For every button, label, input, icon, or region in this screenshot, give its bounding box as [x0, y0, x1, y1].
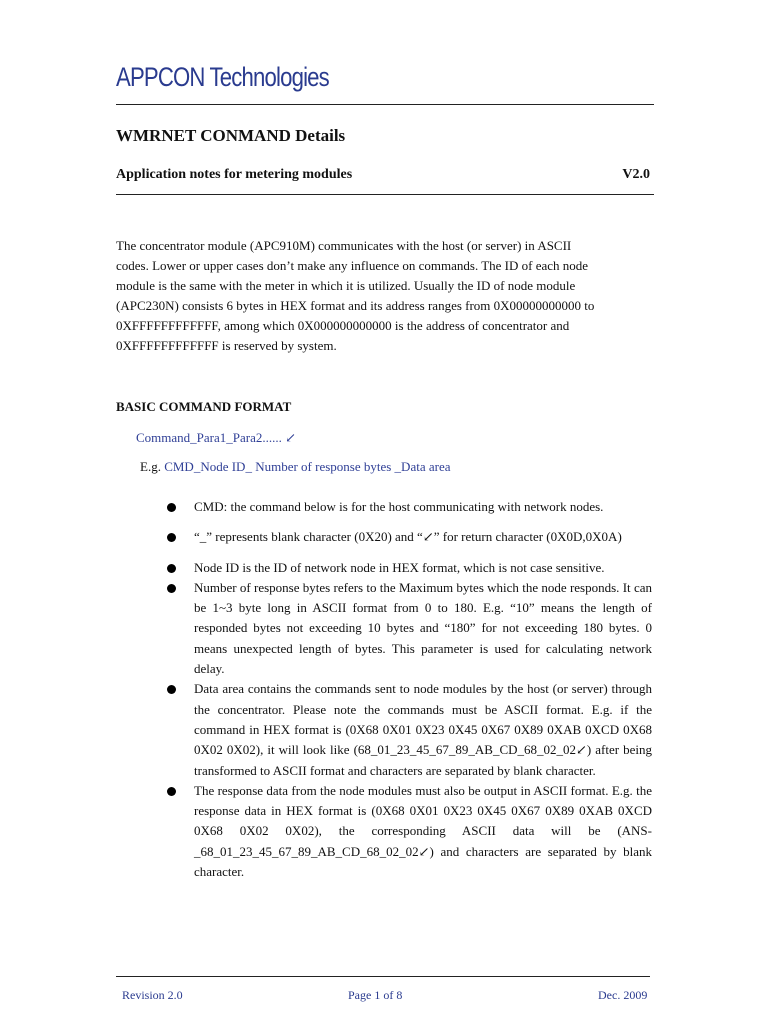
example-text: CMD_Node ID_ Number of response bytes _Data area	[164, 459, 451, 474]
bullet-list	[166, 497, 652, 882]
list-item	[166, 527, 652, 547]
list-item-text: Data area contains the commands sent to node modules by the host (or server) through the concentrator. Please note the commands must be ASCII format. E.g. if the command in HEX format is (0X68 0X01 0X23 0X45 0X67 0X89 0XAB 0XCD 0X68 0X02 0X02), it will look like (68_01_23_45_67_89_AB_CD_68_02_02↙) after being transformed to ASCII format and characters are separated by blank character.	[194, 681, 652, 778]
bullet-icon	[167, 564, 176, 573]
intro-line: codes. Lower or upper cases don’t make any influence on commands. The ID of each node	[116, 258, 589, 273]
example-prefix: E.g.	[140, 459, 165, 474]
section-heading: BASIC COMMAND FORMAT	[116, 399, 292, 414]
intro-line: module is the same with the meter in which it is utilized. Usually the ID of node module	[116, 278, 576, 293]
bullet-icon	[167, 503, 176, 512]
list-item-text: Number of response bytes refers to the Maximum bytes which the node responds. It can be 1~3 byte long in ASCII format from 0 to 180. E.g. “10” means the length of responded bytes not exceeding 10 bytes and “180” for not exceeding 180 bytes. 0 means unexpected length of bytes. This parameter is used for calculating network delay.	[194, 579, 652, 677]
intro-line: (APC230N) consists 6 bytes in HEX format and its address ranges from 0X00000000000 to	[116, 298, 595, 313]
company-logo-text: APPCON Technologies	[116, 62, 329, 92]
bullet-icon	[167, 685, 176, 694]
intro-line: 0XFFFFFFFFFFFF, among which 0X000000000000 is the address of concentrator and	[116, 318, 570, 333]
command-format-line: Command_Para1_Para2...... ↙	[136, 430, 297, 445]
footer-revision: Revision 2.0	[122, 988, 183, 1002]
list-item	[166, 781, 652, 882]
list-item	[166, 497, 652, 517]
intro-line: 0XFFFFFFFFFFFF is reserved by system.	[116, 338, 337, 353]
footer-date: Dec. 2009	[598, 988, 648, 1002]
list-item-text: Node ID is the ID of network node in HEX format, which is not case sensitive.	[194, 559, 605, 575]
list-item	[166, 558, 652, 578]
list-item-text: The response data from the node modules must also be output in ASCII format. E.g. the response data in HEX format is (0X68 0X01 0X23 0X45 0X67 0X89 0XAB 0XCD 0X68 0X02 0X02), the corresponding ASCII data will be (ANS-_68_01_23_45_67_89_AB_CD_68_02_02↙) and characters are separated by blank character.	[194, 782, 652, 880]
bullet-icon	[167, 533, 176, 542]
header-rule	[116, 104, 654, 105]
list-item	[166, 679, 652, 780]
document-subtitle: Application notes for metering modules	[116, 167, 353, 182]
intro-paragraph	[116, 236, 616, 356]
list-item-text: “_” represents blank character (0X20) and “↙” for return character (0X0D,0X0A)	[194, 529, 622, 545]
document-version: V2.0	[622, 167, 650, 182]
intro-line: The concentrator module (APC910M) communicates with the host (or server) in ASCII	[116, 238, 572, 253]
list-item-text: CMD: the command below is for the host communicating with network nodes.	[194, 499, 604, 514]
command-example-line	[140, 459, 450, 475]
bullet-icon	[167, 584, 176, 593]
document-title: WMRNET CONMAND Details	[116, 126, 346, 145]
list-item	[166, 578, 652, 679]
subtitle-rule	[116, 194, 654, 195]
bullet-icon	[167, 787, 176, 796]
footer-page-number: Page 1 of 8	[348, 988, 403, 1002]
document-subtitle-row	[116, 167, 650, 183]
footer-rule	[116, 976, 650, 977]
